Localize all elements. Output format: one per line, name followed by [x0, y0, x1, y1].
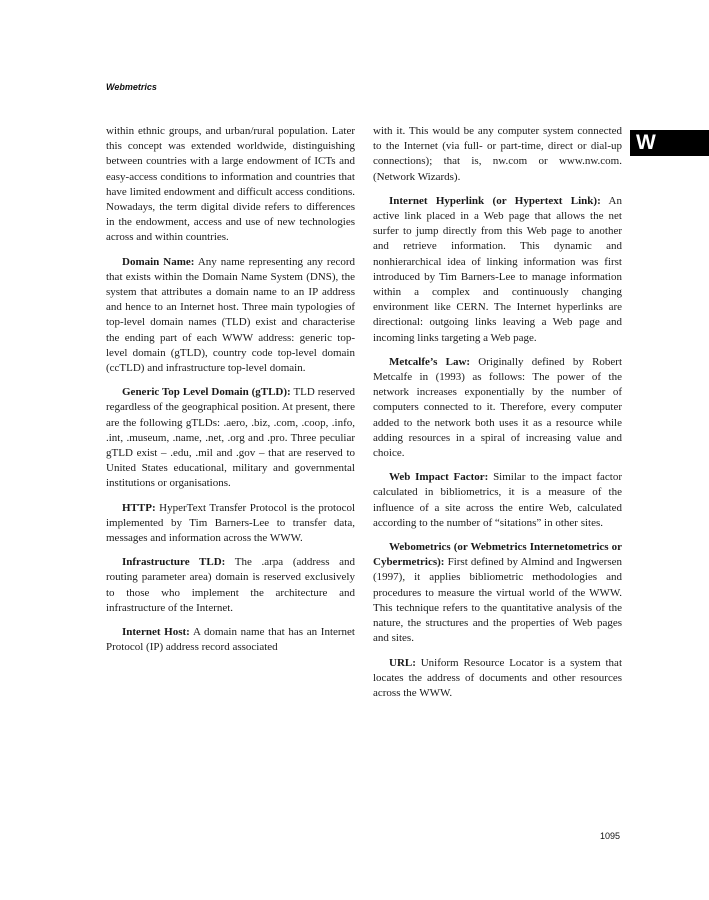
glossary-term: URL:: [389, 656, 416, 669]
glossary-entry-metcalfes-law: [373, 355, 622, 461]
glossary-definition: Originally defined by Robert Metcalfe in (1993) as follows: The power of the network increases exponentially by the number of computers connected to it. Therefore, every computer added to the network both uses it as a resource while adding resources in a spiral of increasing value and choice.: [373, 355, 623, 460]
glossary-entry-internet-host: [106, 625, 355, 655]
glossary-entry-http: [106, 501, 355, 547]
glossary-entry-gtld: [106, 385, 355, 491]
glossary-definition: First defined by Almind and Ingwersen (1997), it applies bibliometric methodologies and procedures to measure the virtual world of the WWW. This technique refers to the quantitative analysis of the nature, the structures and the properties of Web pages and sites.: [373, 556, 622, 645]
glossary-entry-url: [373, 656, 622, 702]
glossary-term: Web Impact Factor:: [389, 471, 489, 484]
glossary-term: Infrastructure TLD:: [122, 556, 226, 569]
continuation-paragraph: within ethnic groups, and urban/rural population. Later this concept was extended worldwide, distinguishing between countries with a large endowment of ICTs and easy-access conditions to information and countries that have limited endowment and difficult access conditions. Nowadays, the term digital divide refers to differences in the endowment, access and use of new technologies across and within countries.: [106, 125, 355, 244]
continuation-paragraph: with it. This would be any computer system connected to the Internet (via full- or part-time, direct or dial-up connections); that is, nw.com or www.nw.com. (Network Wizards).: [373, 125, 622, 183]
glossary-definition: TLD reserved regardless of the geographical position. At present, there are the following gTLDs: .aero, .biz, .com, .coop, .info, .int, .museum, .name, .net, .org and .pro. Three peculiar gTLD exist – .edu, .mil and .gov – that are reserved to United States educational, military and governmental institutions or organisations.: [106, 386, 355, 490]
glossary-term: Generic Top Level Domain (gTLD):: [122, 386, 291, 399]
glossary-definition: The .arpa (address and routing parameter area) domain is reserved exclusively to those who implement the architecture and infrastructure of the Internet.: [106, 556, 355, 614]
section-tab: [630, 130, 709, 156]
glossary-definition: Any name representing any record that exists within the Domain Name System (DNS), the system that attributes a domain name to an IP address and hence to an Internet host. Three main typologies of top-level domain names (TLD) exist and characterise the ending part of each WWW address: generic top-level domain (gTLD), country code top-level domain (ccTLD) and infrastructure top-level domain.: [106, 255, 355, 375]
glossary-term: HTTP:: [122, 501, 156, 514]
running-head: Webmetrics: [106, 82, 157, 92]
glossary-term: Metcalfe’s Law:: [389, 355, 471, 368]
glossary-term: Webometrics (or Webmetrics Internetometrics or Cybermetrics):: [373, 541, 622, 569]
glossary-entry-webometrics: [373, 540, 622, 646]
glossary-term: Internet Host:: [122, 626, 190, 639]
glossary-definition: A domain name that has an Internet Protocol (IP) address record associated: [106, 626, 355, 654]
glossary-definition: Similar to the impact factor calculated in bibliometrics, it is a measure of the influence of a site across the entire Web, calculated according to the number of “sitations” in other sites.: [373, 471, 623, 529]
left-column: [106, 124, 355, 665]
glossary-entry-domain-name: [106, 255, 355, 377]
glossary-term: Internet Hyperlink (or Hypertext Link):: [389, 194, 601, 207]
glossary-entry-infrastructure-tld: [106, 555, 355, 616]
section-letter: W: [636, 131, 656, 154]
right-column: [373, 124, 622, 710]
glossary-term: Domain Name:: [122, 255, 195, 268]
glossary-definition: An active link placed in a Web page that allows the net surfer to jump directly from this Web page to another and retrieve information. This dynamic and nonhierarchical idea of linking information was first introduced by Tim Barners-Lee to manage information within a complex and continuously changing environment like CERN. The Internet hyperlinks are directional: outgoing links leaving a Web page and incoming links targeting a Web page.: [373, 194, 622, 344]
glossary-definition: HyperText Transfer Protocol is the protocol implemented by Tim Barners-Lee to transfer data, messages and information across the WWW.: [106, 501, 356, 545]
page-number: 1095: [600, 831, 621, 841]
glossary-entry-web-impact-factor: [373, 470, 622, 531]
glossary-definition: Uniform Resource Locator is a system that locates the address of documents and other resources across the WWW.: [373, 656, 622, 699]
glossary-entry-internet-hyperlink: [373, 194, 622, 346]
